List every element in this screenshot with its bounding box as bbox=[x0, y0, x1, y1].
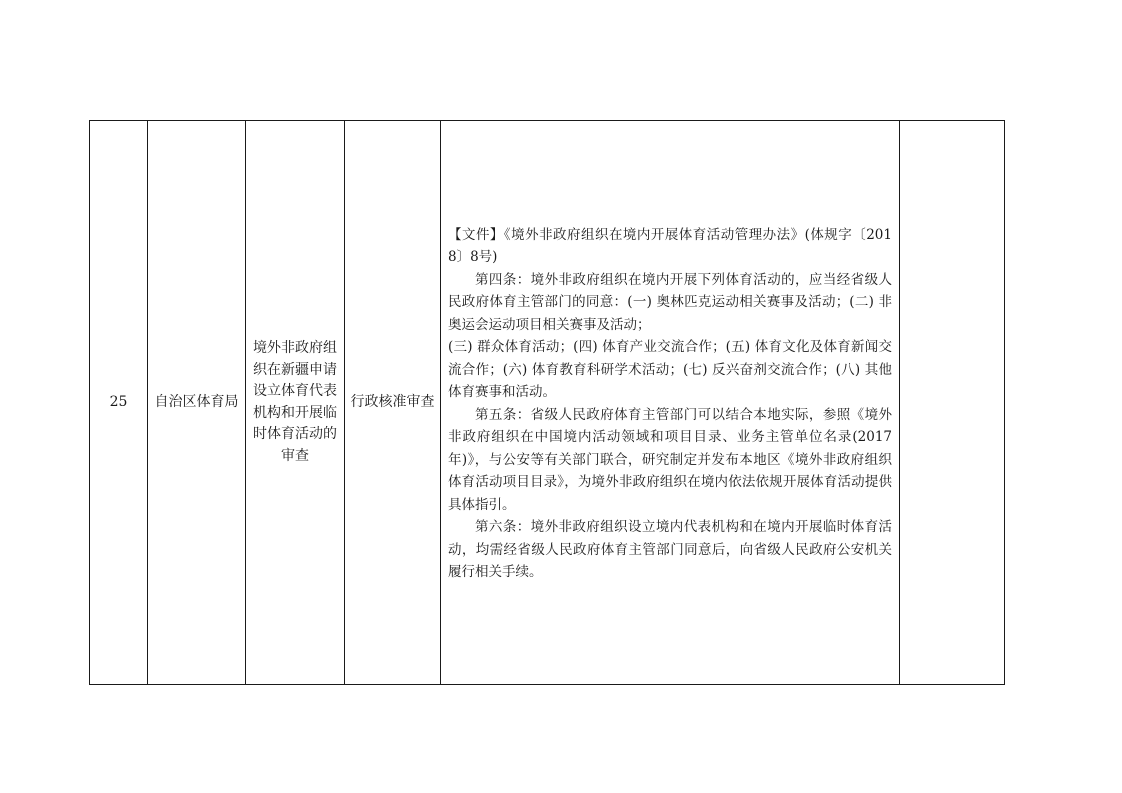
item-table bbox=[89, 120, 1005, 685]
item-type-cell bbox=[345, 121, 441, 685]
legal-basis-text bbox=[448, 222, 892, 584]
row-number: 25 bbox=[109, 394, 128, 410]
basis-article-5: 第五条：省级人民政府体育主管部门可以结合本地实际，参照《境外非政府组织在中国境内活动领域和项目目录、业务主管单位名录(2017年)》，与公安等有关部门联合，研究制定并发布本地区《境外非政府组织体育活动项目目录》，为境外非政府组织在境内依法依规开展体育活动提供具体指引。 bbox=[448, 406, 892, 513]
item-type: 行政核准审查 bbox=[350, 394, 435, 410]
legal-basis-cell bbox=[441, 121, 900, 685]
basis-article-4: 第四条：境外非政府组织在境内开展下列体育活动的，应当经省级人民政府体育主管部门的同意：(一) 奥林匹克运动相关赛事及活动；(二) 非奥运会运动项目相关赛事及活动； bbox=[448, 271, 892, 333]
remark-cell bbox=[900, 121, 1005, 685]
item-name-cell bbox=[246, 121, 345, 685]
basis-heading: 【文件】《境外非政府组织在境内开展体育活动管理办法》(体规字〔2018〕8号) bbox=[448, 226, 892, 265]
item-name: 境外非政府组织在新疆申请设立体育代表机构和开展临时体育活动的审查 bbox=[253, 340, 337, 464]
row-number-cell bbox=[90, 121, 148, 685]
table-row bbox=[90, 121, 1005, 685]
department-cell bbox=[148, 121, 246, 685]
basis-article-4-continued: (三) 群众体育活动；(四) 体育产业交流合作；(五) 体育文化及体育新闻交流合作；(六) 体育教育科研学术活动；(七) 反兴奋剂交流合作；(八) 其他体育赛事和活动。 bbox=[448, 339, 892, 400]
department-name: 自治区体育局 bbox=[154, 394, 239, 410]
basis-article-6: 第六条：境外非政府组织设立境内代表机构和在境内开展临时体育活动，均需经省级人民政府体育主管部门同意后，向省级人民政府公安机关履行相关手续。 bbox=[448, 519, 892, 580]
